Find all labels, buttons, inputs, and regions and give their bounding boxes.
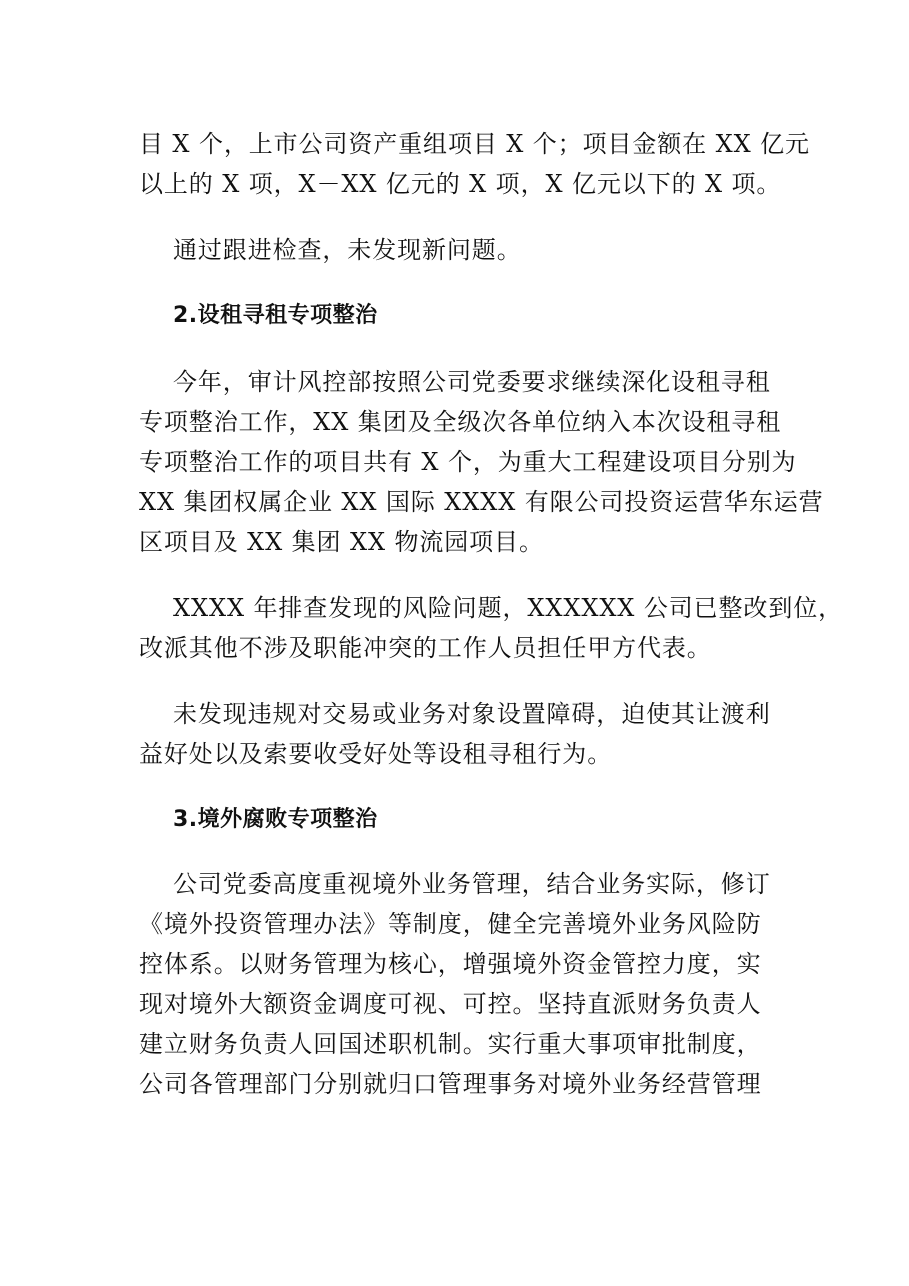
paragraph-line: 现对境外大额资金调度可视、可控。坚持直派财务负责人 (139, 990, 762, 1018)
paragraph-follow-up-check (139, 230, 779, 270)
paragraph-no-violation (139, 694, 779, 774)
paragraph-project-stats (139, 124, 810, 204)
paragraph-line: 专项整治工作，XX 集团及全级次各单位纳入本次设租寻租 (139, 408, 782, 436)
paragraph-line: 公司党委高度重视境外业务管理，结合业务实际，修订 (173, 870, 771, 898)
section-heading-rent-seeking: 2.设租寻租专项整治 (173, 303, 378, 328)
paragraph-line: 以上的 X 项，X－XX 亿元的 X 项，X 亿元以下的 X 项。 (139, 170, 782, 198)
document-body (139, 124, 844, 1104)
paragraph-rent-seeking-work (139, 362, 824, 562)
paragraph-line: 控体系。以财务管理为核心，增强境外资金管控力度，实 (139, 950, 762, 978)
paragraph-line: 专项整治工作的项目共有 X 个，为重大工程建设项目分别为 (139, 448, 797, 476)
paragraph-line: XX 集团权属企业 XX 国际 XXXX 有限公司投资运营华东运营 (139, 488, 824, 516)
paragraph-overseas-management (139, 864, 779, 1104)
paragraph-line: 改派其他不涉及职能冲突的工作人员担任甲方代表。 (139, 634, 712, 662)
section-heading-overseas-corruption: 3.境外腐败专项整治 (173, 807, 378, 832)
paragraph-line: 目 X 个，上市公司资产重组项目 X 个；项目金额在 XX 亿元 (139, 130, 810, 158)
paragraph-line: 《境外投资管理办法》等制度，健全完善境外业务风险防 (139, 910, 762, 938)
paragraph-rectification (139, 588, 844, 668)
paragraph-line: XXXX 年排查发现的风险问题，XXXXXX 公司已整改到位， (173, 594, 844, 622)
paragraph-line: 今年，审计风控部按照公司党委要求继续深化设租寻租 (173, 368, 771, 396)
paragraph-line: 通过跟进检查，未发现新问题。 (173, 236, 522, 264)
paragraph-line: 公司各管理部门分别就归口管理事务对境外业务经营管理 (139, 1070, 762, 1098)
paragraph-line: 未发现违规对交易或业务对象设置障碍，迫使其让渡利 (173, 700, 771, 728)
paragraph-line: 建立财务负责人回国述职机制。实行重大事项审批制度， (139, 1030, 762, 1058)
paragraph-line: 区项目及 XX 集团 XX 物流园项目。 (139, 528, 544, 556)
paragraph-line: 益好处以及索要收受好处等设租寻租行为。 (139, 740, 613, 768)
